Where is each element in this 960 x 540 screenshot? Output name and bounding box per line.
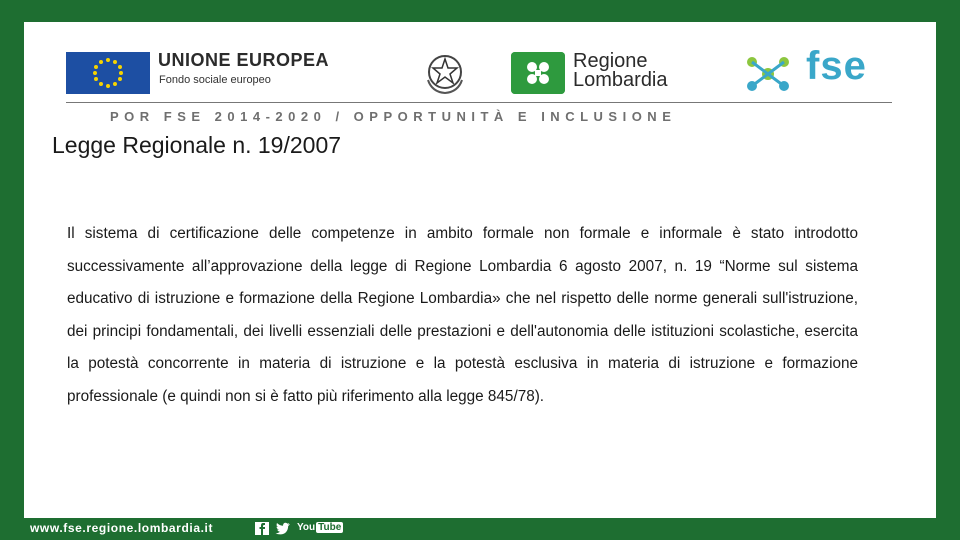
youtube-label: You: [297, 522, 316, 533]
youtube-icon: [297, 522, 343, 535]
slide-canvas: [24, 22, 936, 518]
youtube-label-tube: Tube: [318, 522, 342, 533]
italian-republic-emblem-icon: [420, 50, 470, 96]
eu-flag-icon: [66, 52, 150, 94]
body-paragraph: Il sistema di certificazione delle competenze in ambito formale non formale e informale è stato introdotto successivamente all’approvazione della legge di Regione Lombardia 6 agosto 2007, n. 19 “Norme sul sistema educativo di istruzione e formazione della Regione Lombardia» che nel rispetto delle norme generali sull'istruzione, dei principi fondamentali, dei livelli essenziali delle prestazioni e dell'autonomia delle istituzioni scolastiche, esercita la potestà concorrente in materia di istruzione e la potestà esclusiva in materia di istruzione e formazione professionale (e quindi non si è fatto più riferimento alla legge 845/78).: [67, 225, 858, 405]
fse-logo-icon: [738, 50, 798, 98]
fse-wordmark: fse: [806, 44, 867, 88]
footer-url: www.fse.regione.lombardia.it: [30, 521, 214, 535]
eu-title: UNIONE EUROPEA: [158, 50, 330, 70]
regione-lombardia-logo-icon: [511, 52, 565, 94]
slide-title: Legge Regionale n. 19/2007: [52, 132, 342, 158]
eu-subtitle: Fondo sociale europeo: [159, 74, 271, 86]
regione-lombardia-name: [573, 52, 668, 90]
facebook-icon: [255, 522, 269, 535]
region-line-1: Regione: [573, 50, 648, 72]
program-band: POR FSE 2014-2020 / OPPORTUNITÀ E INCLUSIONE: [110, 109, 677, 124]
header-divider: [66, 102, 892, 103]
region-line-2: Lombardia: [573, 69, 668, 91]
twitter-icon: [275, 522, 291, 535]
